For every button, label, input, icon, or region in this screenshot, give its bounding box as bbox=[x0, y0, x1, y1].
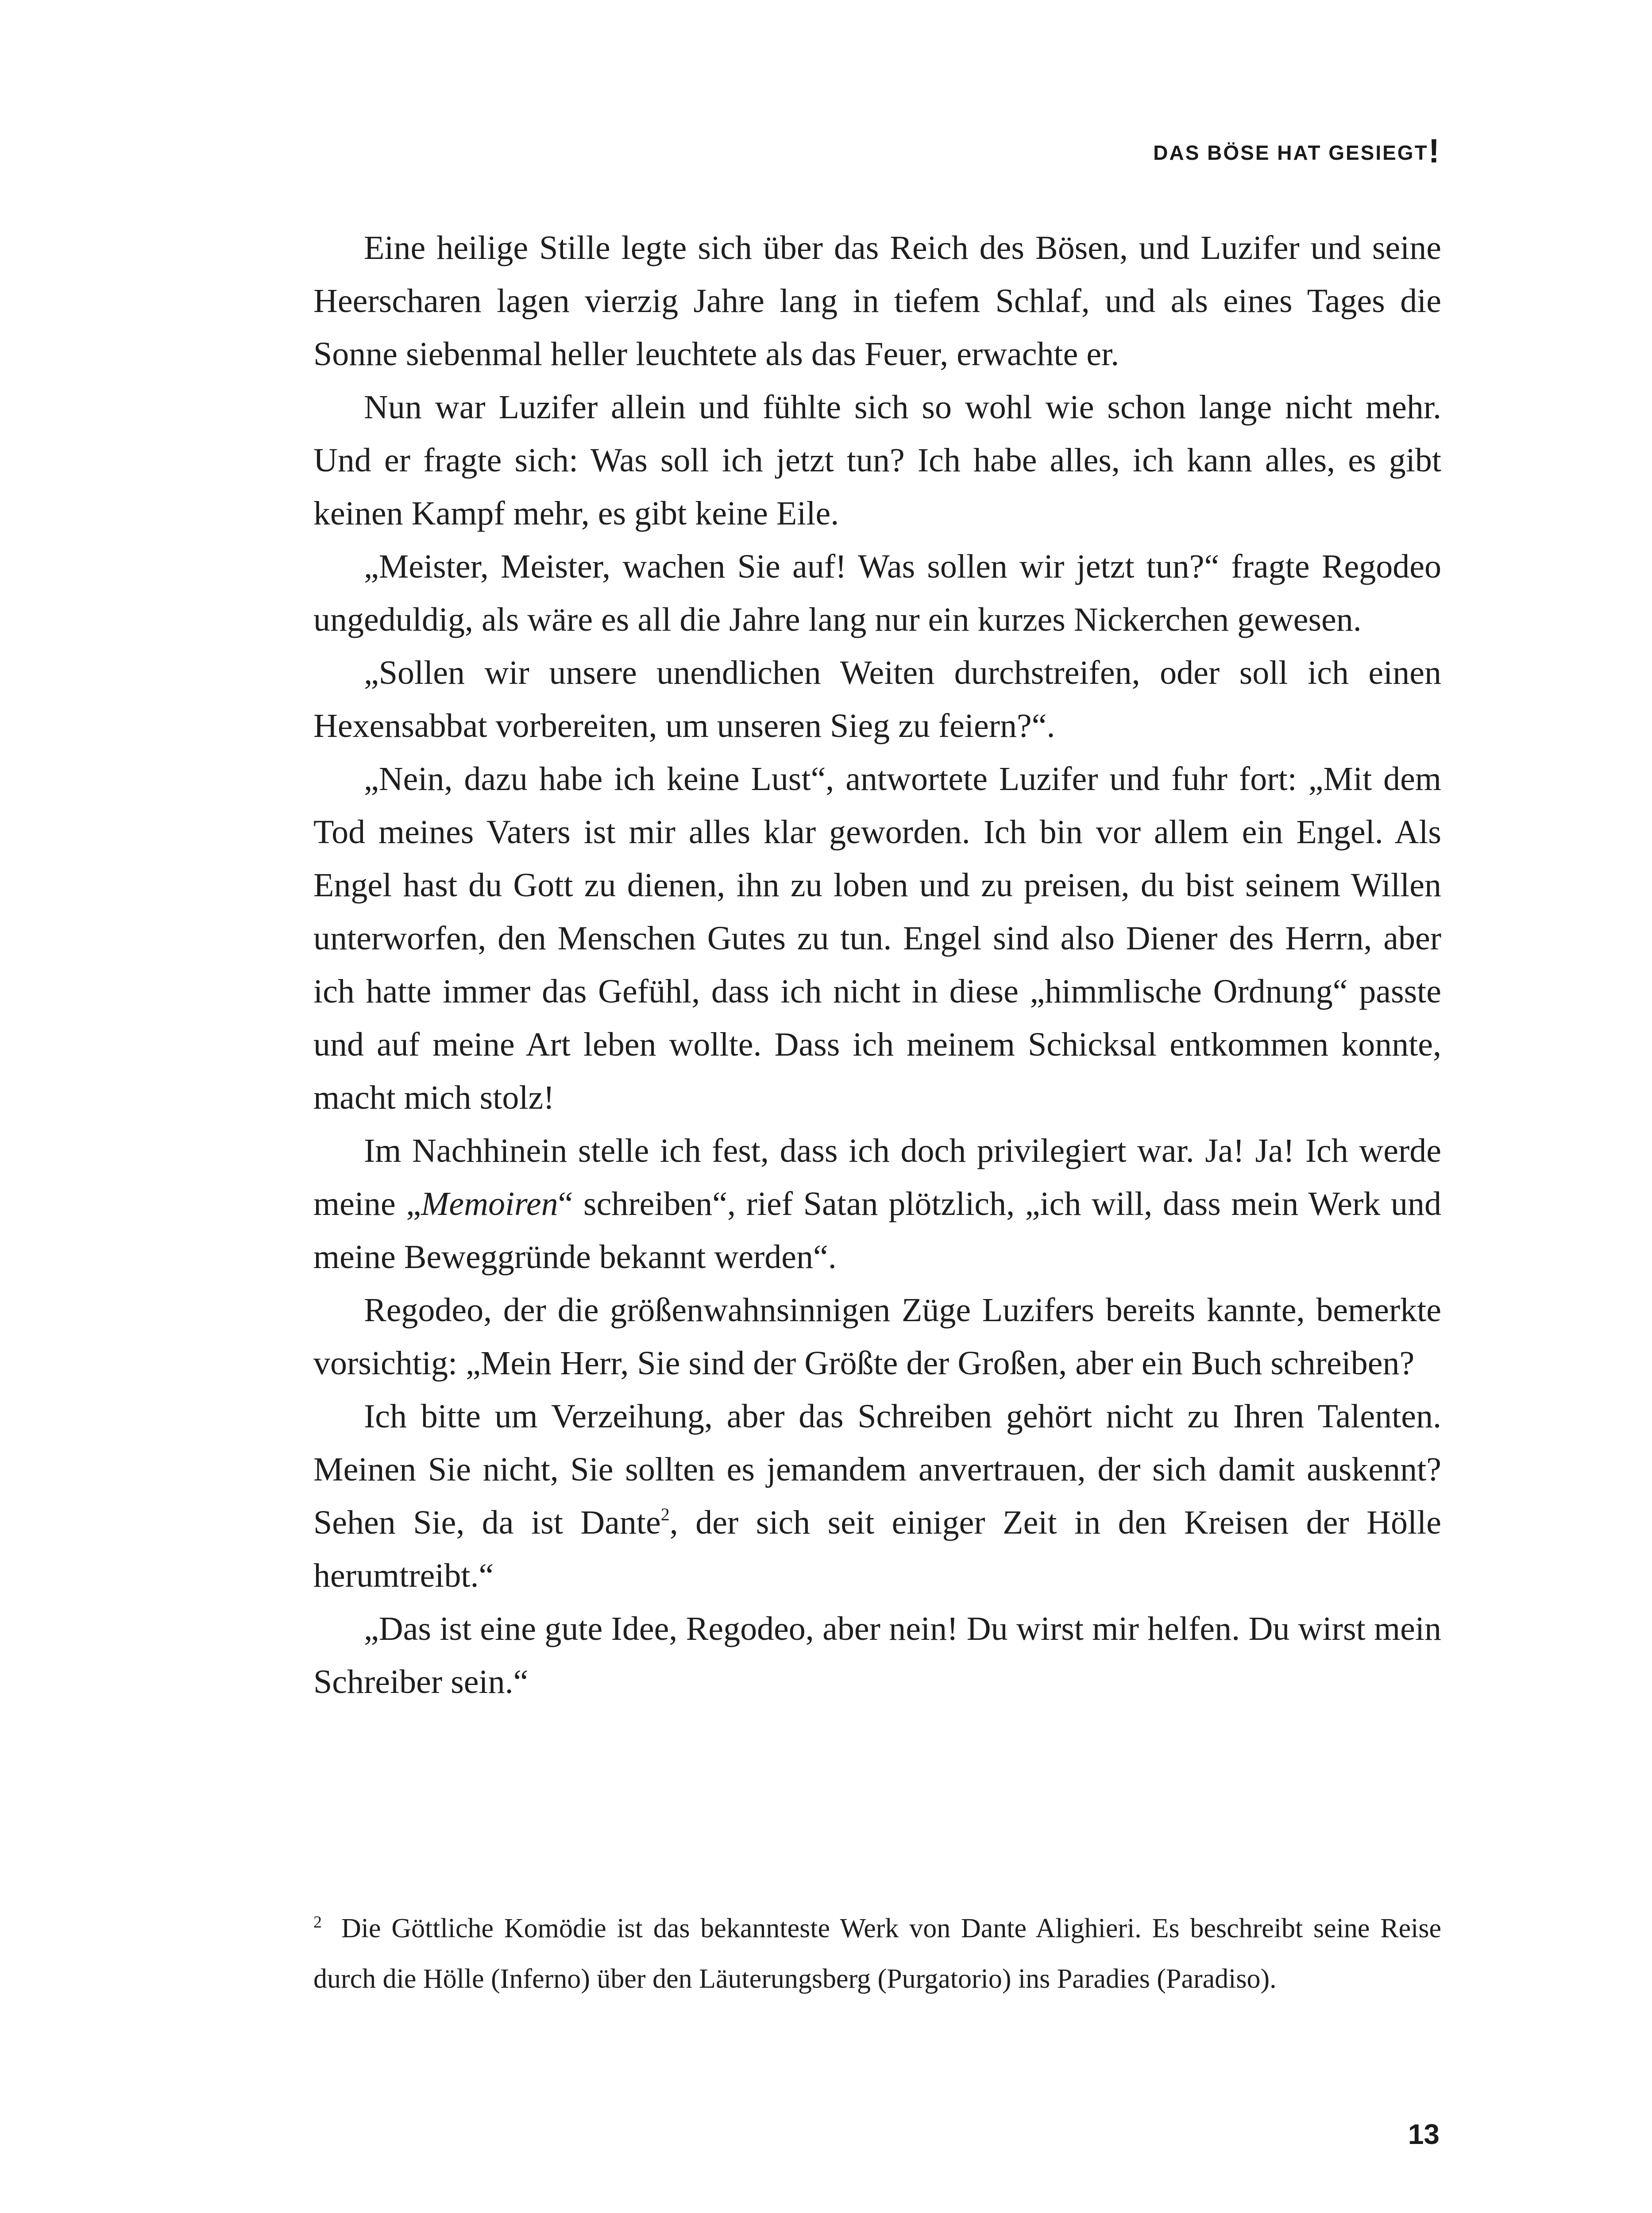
footnote bbox=[313, 1903, 1441, 2004]
running-head-exclamation: ! bbox=[1428, 132, 1440, 170]
paragraph-8-text-end: , der sich seit einiger Zeit in den Kreisen der Hölle herumtreibt.“ bbox=[313, 1504, 1442, 1594]
memoiren-italic: Memoiren bbox=[421, 1185, 558, 1222]
footnote-text: Die Göttliche Komödie ist das bekannteste Werk von Dante Alighieri. Es beschreibt seine Reise durch die Hölle (Inferno) über den Läuterungsberg (Purgatorio) ins Paradies (Paradiso). bbox=[313, 1913, 1441, 1994]
paragraph-1: Eine heilige Stille legte sich über das Reich des Bösen, und Luzifer und seine Heerscharen lagen vierzig Jahre lang in tiefem Schlaf, und als eines Tages die Sonne siebenmal heller leuchtete als das Feuer, erwachte er. bbox=[313, 229, 1441, 373]
paragraph-6-text-end: “ schreiben“, rief Satan plötzlich, „ich will, dass mein Werk und meine Beweggründe bekannt werden“. bbox=[313, 1185, 1442, 1276]
running-head-title: DAS BÖSE HAT GESIEGT bbox=[1153, 141, 1428, 164]
paragraph-3: „Meister, Meister, wachen Sie auf! Was sollen wir jetzt tun?“ fragte Regodeo ungeduldig, als wäre es all die Jahre lang nur ein kurzes Nickerchen gewesen. bbox=[313, 548, 1441, 638]
paragraph-5: „Nein, dazu habe ich keine Lust“, antwortete Luzifer und fuhr fort: „Mit dem Tod meines Vaters ist mir alles klar geworden. Ich bin vor allem ein Engel. Als Engel hast du Gott zu dienen, ihn zu loben und zu preisen, du bist seinem Willen unterworfen, den Menschen Gutes zu tun. Engel sind also Diener des Herrn, aber ich hatte immer das Gefühl, dass ich nicht in diese „himmlische Ordnung“ passte und auf meine Art leben wollte. Dass ich meinem Schicksal entkommen konnte, macht mich stolz! bbox=[313, 760, 1441, 1116]
body-text bbox=[313, 221, 1441, 1708]
paragraph-6 bbox=[313, 1124, 1441, 1284]
running-head bbox=[1153, 129, 1440, 168]
paragraph-7: Regodeo, der die größenwahnsinnigen Züge Luzifers bereits kannte, bemerkte vorsichtig: „Mein Herr, Sie sind der Größte der Großen, aber ein Buch schreiben? bbox=[313, 1292, 1441, 1382]
page-number: 13 bbox=[1408, 2118, 1440, 2150]
paragraph-8-text-start: Ich bitte um Verzeihung, aber das Schreiben gehört nicht zu Ihren Talenten. Meinen Sie nicht, Sie sollten es jemandem anvertrauen, der sich damit auskennt? Sehen Sie, da ist Dante bbox=[313, 1398, 1441, 1541]
footnote-reference: 2 bbox=[660, 1504, 670, 1524]
paragraph-4: „Sollen wir unsere unendlichen Weiten durchstreifen, oder soll ich einen Hexensabbat vorbereiten, um unseren Sieg zu feiern?“. bbox=[313, 654, 1441, 744]
footnote-mark: 2 bbox=[313, 1913, 322, 1932]
paragraph-9: „Das ist eine gute Idee, Regodeo, aber nein! Du wirst mir helfen. Du wirst mein Schreiber sein.“ bbox=[313, 1610, 1441, 1700]
footnote-paragraph bbox=[313, 1903, 1441, 2004]
paragraph-6-text-start: Im Nachhinein stelle ich fest, dass ich doch privilegiert war. Ja! Ja! Ich werde meine „ bbox=[313, 1132, 1441, 1222]
paragraph-8 bbox=[313, 1390, 1441, 1602]
paragraph-2: Nun war Luzifer allein und fühlte sich so wohl wie schon lange nicht mehr. Und er fragte sich: Was soll ich jetzt tun? Ich habe alles, ich kann alles, es gibt keinen Kampf mehr, es gibt keine Eile. bbox=[313, 389, 1441, 532]
